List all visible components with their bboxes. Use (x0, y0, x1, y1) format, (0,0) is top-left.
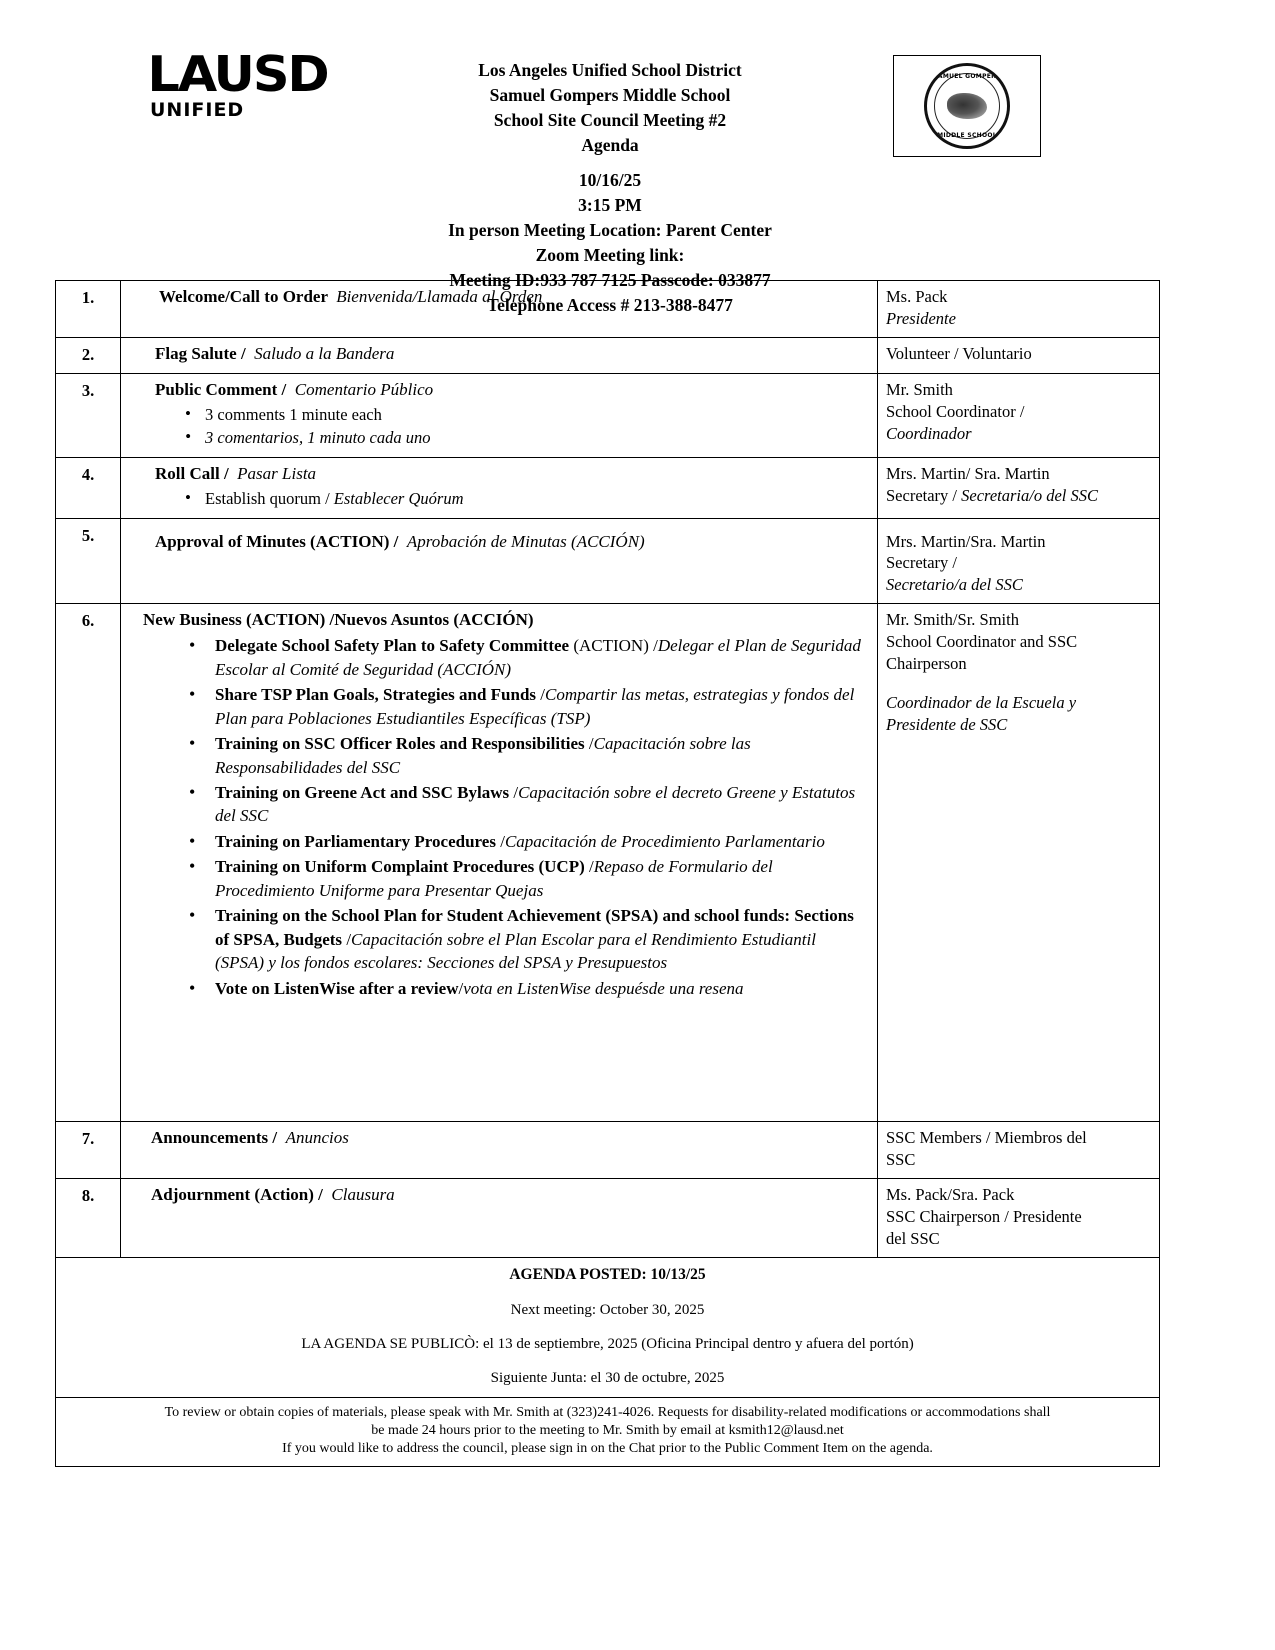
row-responsible (878, 281, 1160, 338)
seal-bottom-text: MIDDLE SCHOOL (937, 132, 997, 139)
list-item: • 3 comments 1 minute each (205, 404, 869, 426)
responsible-line: School Coordinator and SSC (886, 632, 1078, 652)
responsible-line: Ms. Pack/Sra. Pack (886, 1185, 1015, 1205)
zoom-meeting-id: Meeting ID:933 787 7125 Passcode: 033877 (449, 269, 771, 290)
responsible-line: Secretario/a del SSC (886, 575, 1023, 595)
item-title-es: Pasar Lista (237, 463, 317, 483)
nb-item-es: Capacitación sobre las Responsabilidades del SSC (215, 734, 751, 777)
next-meeting-es: Siguiente Junta: el 30 de octubre, 2025 (490, 1369, 725, 1386)
item-title (129, 531, 869, 554)
agenda-posted-date: AGENDA POSTED: 10/13/25 (509, 1266, 706, 1283)
item-title-es: Clausura (331, 1185, 395, 1205)
nb-item-es: Repaso de Formulario del Procedimiento Uniforme para Presentar Quejas (215, 857, 773, 900)
lausd-logo (130, 46, 345, 122)
responsible-line: School Coordinator / (886, 401, 1025, 421)
telephone-access: Telephone Access # 213-388-8477 (487, 294, 733, 315)
list-item (215, 732, 869, 779)
meeting-location: In person Meeting Location: Parent Center (448, 220, 772, 241)
list-item (215, 977, 869, 1000)
meeting-name: School Site Council Meeting #2 (493, 109, 727, 130)
nb-item-mid: / (342, 929, 352, 949)
list-item: • Establish quorum / Establecer Quórum (205, 488, 869, 510)
row-responsible (878, 518, 1160, 604)
row-item (121, 373, 878, 457)
item-title (129, 379, 869, 402)
table-row (56, 457, 1160, 518)
agenda-posted-es: LA AGENDA SE PUBLICÒ: el 13 de septiembre, 2025 (Oficina Principal dentro y afuera del portón) (301, 1335, 914, 1352)
list-item: • 3 comentarios, 1 minuto cada uno (205, 427, 869, 449)
item-title-en: Announcements / (151, 1128, 278, 1148)
row-number: 3. (56, 373, 121, 457)
notice-line-3: If you would like to address the council, please sign in on the Chat prior to the Public Comment Item on the agenda. (282, 1440, 933, 1456)
nb-item-en: Training on Uniform Complaint Procedures (UCP) (215, 857, 585, 877)
item-title (129, 463, 869, 486)
row-number: 7. (56, 1122, 121, 1179)
district-name: Los Angeles Unified School District (478, 60, 742, 80)
responsible-line: Ms. Pack (886, 287, 948, 306)
row-responsible (878, 1179, 1160, 1258)
next-meeting-en: Next meeting: October 30, 2025 (510, 1301, 705, 1318)
responsible-line: Secretary / Secretaria/o del SSC (886, 485, 1099, 505)
responsible-line: Mr. Smith/Sr. Smith (886, 610, 1019, 630)
nb-item-es: vota en ListenWise despuésde una resena (463, 978, 744, 998)
list-item (215, 855, 869, 902)
responsible-line: Presidente de SSC (886, 715, 1008, 735)
item-title (129, 1184, 869, 1207)
list-item (215, 904, 869, 974)
list-item (215, 781, 869, 828)
row-responsible (878, 457, 1160, 518)
item-title (129, 343, 869, 366)
responsible-line: Presidente (886, 308, 956, 328)
item-title-es: Comentario Público (294, 379, 434, 399)
header-title-block (330, 58, 890, 317)
responsible-line: Coordinador (886, 423, 972, 443)
item-title-en: Adjournment (Action) / (151, 1185, 323, 1205)
item-title-en: Flag Salute / (155, 343, 246, 363)
row-responsible (878, 604, 1160, 1122)
nb-item-es: Capacitación sobre el decreto Greene y Estatutos del SSC (215, 782, 856, 826)
row-item (121, 604, 878, 1122)
list-item (215, 830, 869, 853)
item-title-es: Aprobación de Minutas (ACCIÓN) (406, 531, 645, 551)
item-bullet-list (129, 404, 869, 449)
nb-item-es: Capacitación de Procedimiento Parlamentario (504, 831, 825, 851)
seal-emblem (947, 93, 987, 119)
responsible-line: Mrs. Martin/Sra. Martin (886, 531, 1046, 551)
nb-item-es: Delegar el Plan de Seguridad Escolar al Comité de Seguridad (ACCIÓN) (215, 636, 861, 679)
agenda-posted-row (56, 1258, 1160, 1398)
table-row (56, 1122, 1160, 1179)
item-title-en: Approval of Minutes (ACTION) / (155, 531, 399, 551)
meeting-date: 10/16/25 (578, 170, 642, 191)
item-title-es: Saludo a la Bandera (254, 343, 395, 363)
nb-item-mid: (ACTION) / (569, 636, 658, 656)
table-row (56, 518, 1160, 604)
nb-item-mid: / (536, 685, 546, 705)
item-title-en: Public Comment / (155, 379, 287, 399)
nb-item-mid: / (458, 978, 464, 998)
school-seal (893, 55, 1041, 157)
nb-item-mid: / (495, 831, 505, 851)
row-number: 1. (56, 281, 121, 338)
table-row (56, 604, 1160, 1122)
item-bullet-list (129, 488, 869, 510)
item-title-es: Bienvenida/Llamada al Orden (336, 287, 543, 306)
nb-item-es: Compartir las metas, estrategias y fondos del Plan para Poblaciones Estudiantiles Específicas (TSP) (215, 685, 855, 728)
lausd-logo-subtext: UNIFIED (150, 99, 245, 122)
meeting-time: 3:15 PM (578, 195, 642, 216)
nb-item-en: Share TSP Plan Goals, Strategies and Funds (215, 685, 537, 705)
responsible-line: Mrs. Martin/ Sra. Martin (886, 463, 1050, 483)
responsible-line: Secretary / (886, 553, 958, 573)
nb-item-en: Delegate School Safety Plan to Safety Committee (215, 636, 570, 656)
row-responsible (878, 1122, 1160, 1179)
new-business-list (129, 634, 869, 1000)
row-item (121, 1179, 878, 1258)
row-responsible (878, 373, 1160, 457)
responsible-line: SSC Members / Miembros del (886, 1128, 1087, 1148)
responsible-line: Volunteer / Voluntario (886, 343, 1032, 363)
item-title (129, 1127, 869, 1150)
item-title-en: Roll Call / (155, 463, 229, 483)
notice-row (56, 1397, 1160, 1467)
nb-item-es: Capacitación sobre el Plan Escolar para el Rendimiento Estudiantil (SPSA) y los fondos escolares: Secciones del SPSA y Presupuestos (215, 929, 816, 973)
row-number: 5. (56, 518, 121, 604)
document-type: Agenda (581, 134, 639, 155)
responsible-line: SSC (886, 1150, 916, 1170)
school-name: Samuel Gompers Middle School (489, 84, 731, 105)
row-number: 4. (56, 457, 121, 518)
nb-item-mid: / (509, 782, 519, 802)
accessibility-notice (56, 1397, 1160, 1467)
nb-item-en: Training on Greene Act and SSC Bylaws (215, 782, 510, 802)
list-item (215, 683, 869, 730)
row-number: 8. (56, 1179, 121, 1258)
row-item (121, 337, 878, 373)
responsible-line: Mr. Smith (886, 379, 953, 399)
row-responsible (878, 337, 1160, 373)
item-title-es: Nuevos Asuntos (ACCIÓN) (334, 610, 534, 630)
table-row (56, 337, 1160, 373)
responsible-line: Coordinador de la Escuela y (886, 693, 1077, 713)
responsible-line: SSC Chairperson / Presidente (886, 1207, 1082, 1227)
row-item (121, 518, 878, 604)
nb-item-en: Training on SSC Officer Roles and Responsibilities (215, 734, 585, 754)
row-number: 6. (56, 604, 121, 1122)
row-number: 2. (56, 337, 121, 373)
nb-item-mid: / (584, 857, 594, 877)
item-title-en: New Business (ACTION) / (143, 610, 335, 630)
responsible-line: del SSC (886, 1229, 940, 1249)
zoom-link-label: Zoom Meeting link: (535, 244, 685, 265)
list-item (215, 634, 869, 681)
row-item (121, 1122, 878, 1179)
item-title-es: Anuncios (285, 1128, 349, 1148)
responsible-line: Chairperson (886, 654, 967, 674)
nb-item-en: Training on the School Plan for Student Achievement (SPSA) and school funds: Sections of SPSA, Budgets (215, 906, 854, 949)
nb-item-en: Training on Parliamentary Procedures (215, 831, 496, 851)
item-title-en: Welcome/Call to Order (159, 287, 328, 306)
school-seal-circle (924, 63, 1010, 149)
table-row (56, 373, 1160, 457)
table-row (56, 1179, 1160, 1258)
nb-item-en: Vote on ListenWise after a review (215, 978, 459, 998)
notice-line-2: be made 24 hours prior to the meeting to Mr. Smith by email at ksmith12@lausd.net (371, 1422, 844, 1438)
agenda-posted-block (56, 1258, 1160, 1398)
nb-item-mid: / (584, 734, 594, 754)
row-item (121, 457, 878, 518)
agenda-table (55, 280, 1160, 1467)
item-title (129, 609, 869, 632)
lausd-logo-text: LAUSD (147, 46, 328, 103)
notice-line-1: To review or obtain copies of materials, please speak with Mr. Smith at (323)241-4026. Requests for disability-related modifications or accommodations shall (164, 1404, 1051, 1420)
seal-top-text: SAMUEL GOMPERS (933, 73, 1001, 80)
